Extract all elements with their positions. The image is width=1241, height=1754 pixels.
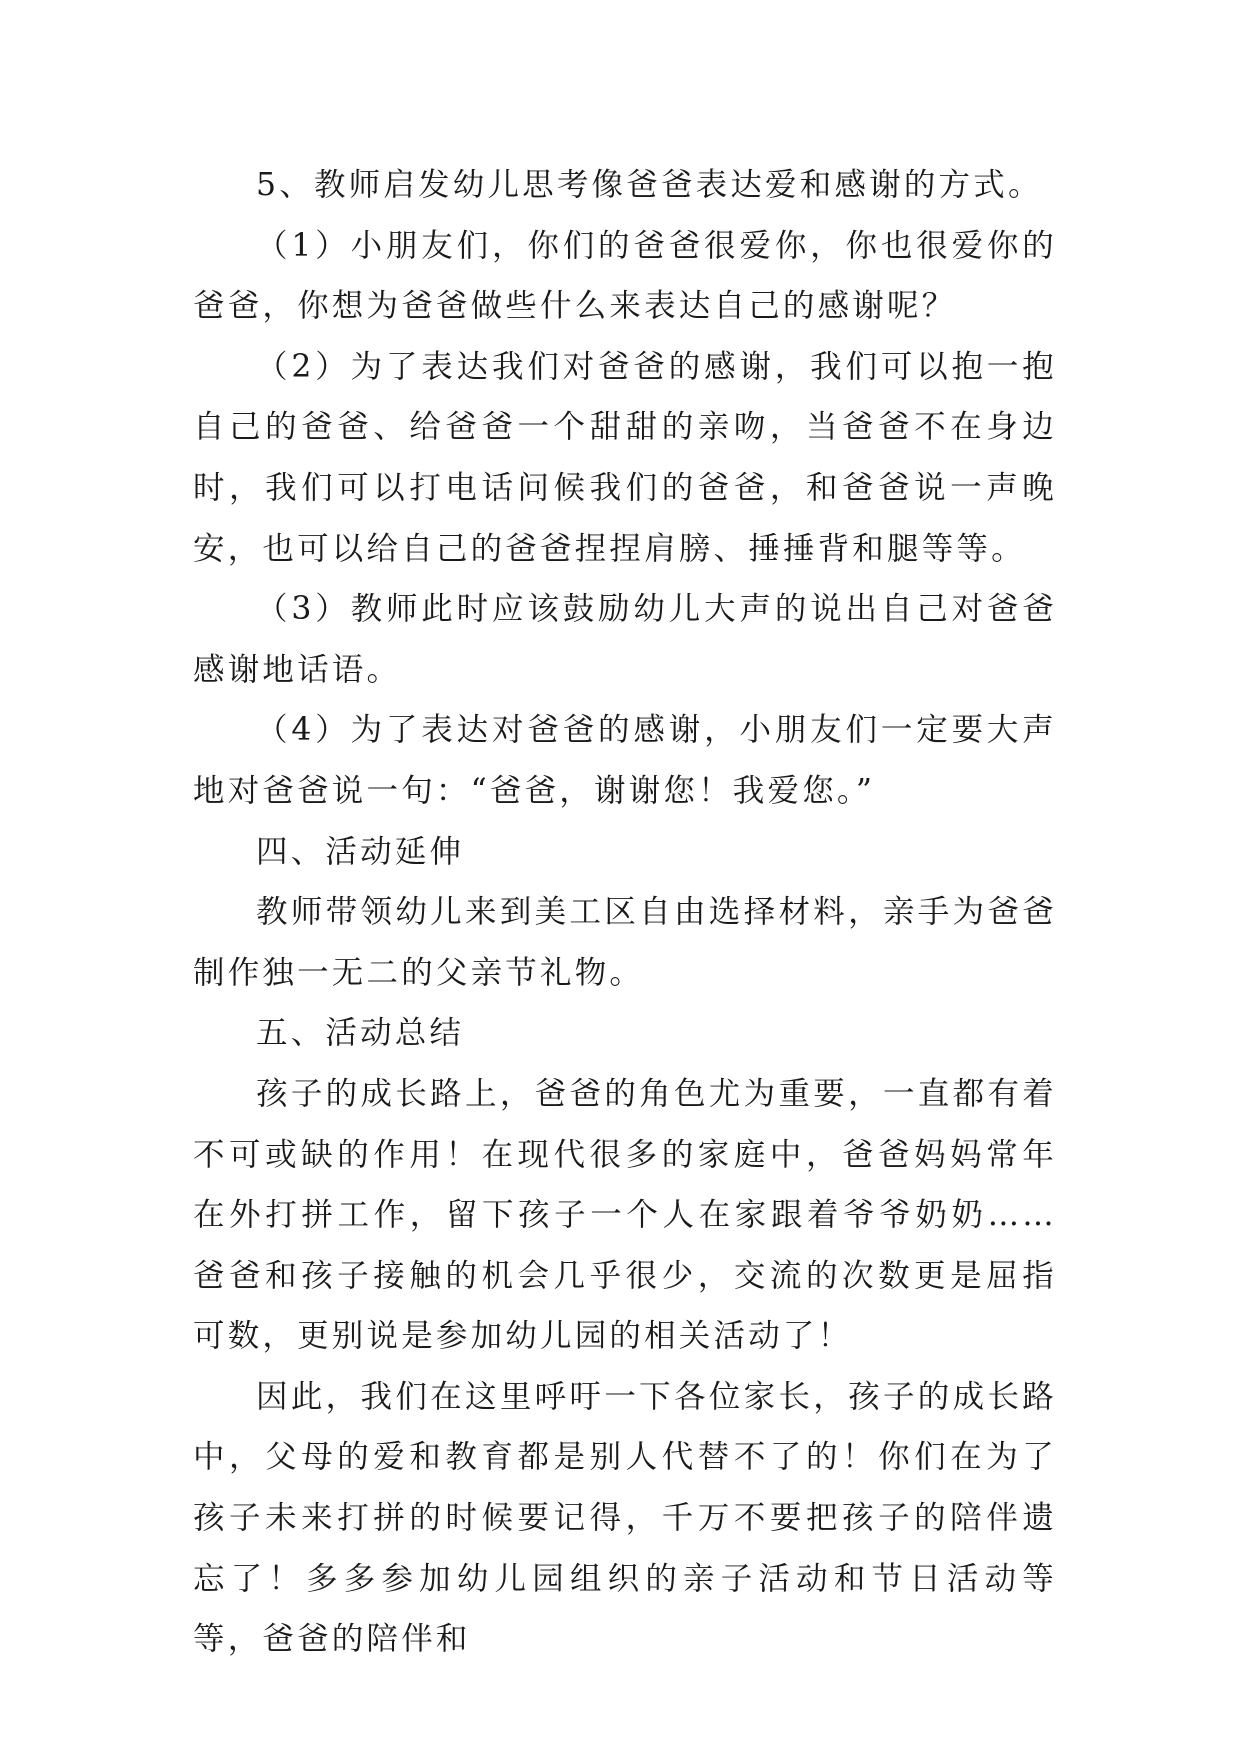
section-heading-summary: 五、活动总结: [256, 1015, 465, 1052]
section-heading-extension: 四、活动延伸: [256, 833, 465, 870]
paragraph-summary-1: 孩子的成长路上，爸爸的角色尤为重要，一直都有着不可或缺的作用！在现代很多的家庭中，爸爸妈妈常年在外打拼工作，留下孩子一个人在家跟着爷爷奶奶……爸爸和孩子接触的机会几乎很少，交流的次数更是屈指可数，更别说是参加幼儿园的相关活动了！: [193, 1075, 1057, 1355]
paragraph-item-4: （4）为了表达对爸爸的感谢，小朋友们一定要大声地对爸爸说一句：“爸爸，谢谢您！我爱您。”: [193, 712, 1057, 809]
paragraph-summary-2: 因此，我们在这里呼吁一下各位家长，孩子的成长路中，父母的爱和教育都是别人代替不了的！你们在为了孩子未来打拼的时候要记得，千万不要把孩子的陪伴遗忘了！多多参加幼儿园组织的亲子活动和节日活动等等，爸爸的陪伴和: [193, 1378, 1057, 1658]
paragraph-step-5: 5、教师启发幼儿思考像爸爸表达爱和感谢的方式。: [256, 167, 1043, 203]
paragraph-item-3: （3）教师此时应该鼓励幼儿大声的说出自己对爸爸感谢地话语。: [193, 591, 1057, 688]
paragraph-item-2: （2）为了表达我们对爸爸的感谢，我们可以抱一抱自己的爸爸、给爸爸一个甜甜的亲吻，当爸爸不在身边时，我们可以打电话问候我们的爸爸，和爸爸说一声晚安，也可以给自己的爸爸捏捏肩膀、捶捶背和腿等等。: [193, 348, 1057, 567]
paragraph-item-1: （1）小朋友们，你们的爸爸很爱你，你也很爱你的爸爸，你想为爸爸做些什么来表达自己的感谢呢？: [193, 227, 1057, 325]
document-body: [193, 155, 1057, 1670]
paragraph-extension: 教师带领幼儿来到美工区自由选择材料，亲手为爸爸制作独一无二的父亲节礼物。: [193, 894, 1057, 991]
